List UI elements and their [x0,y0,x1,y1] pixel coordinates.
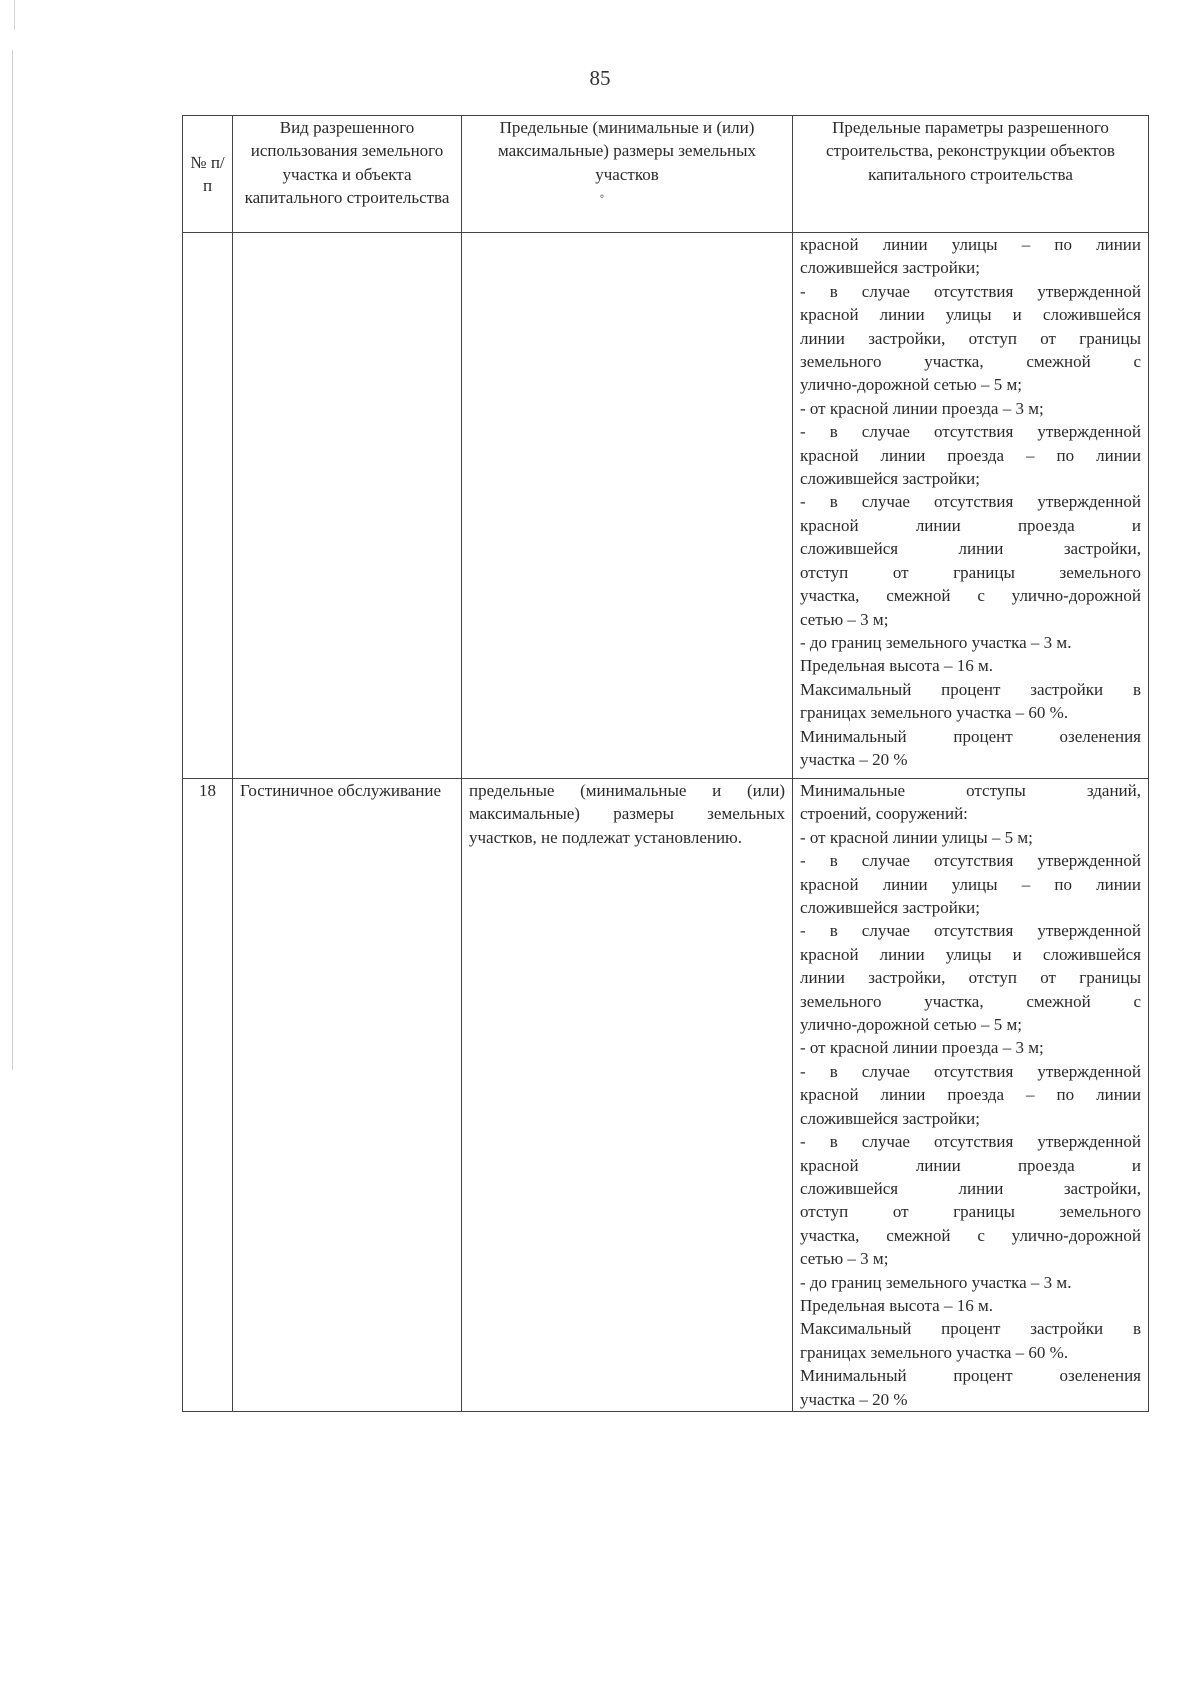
table-row [183,233,1149,779]
param-line: сетью – 3 м; [800,609,889,629]
param-line: линии застройки, отступ от границы [800,968,1141,988]
header-sizes-mark: ∘ [599,189,605,204]
header-kind [233,116,462,233]
param-line: - в случае отсутствия утвержденной [800,1061,1141,1081]
param-line: - в случае отсутствия утвержденной [800,1132,1141,1152]
param-line: линии застройки, отступ от границы [800,328,1141,348]
header-params [793,116,1149,233]
param-line: сложившейся застройки; [800,469,980,489]
param-line: отступ от границы земельного [800,562,1141,582]
row-number: 18 [183,779,233,1412]
page-number: 85 [589,66,611,90]
row-sizes [462,233,793,779]
param-line: - в случае отсутствия утвержденной [800,492,1141,512]
param-line: красной линии проезда и [800,515,1141,535]
param-line: Предельная высота – 16 м. [800,1295,993,1315]
header-number-label: № п/п [190,152,225,195]
row-params [793,779,1149,1412]
scan-edge-mark [14,0,15,30]
param-line: участка – 20 % [800,749,908,769]
row-kind: Гостиничное обслуживание [233,779,462,1412]
table-row [183,779,1149,1412]
header-sizes-label: Предельные (минимальные и (или) максимальные) размеры земельных участков [497,118,757,184]
header-sizes [462,116,793,233]
header-params-label: Предельные параметры разрешенного строительства, реконструкции объектов капитального строительства [826,118,1115,184]
param-line: земельного участка, смежной с [800,991,1141,1011]
param-line: - до границ земельного участка – 3 м. [800,632,1072,652]
param-line: красной линии проезда – по линии [800,445,1141,465]
param-line: земельного участка, смежной с [800,352,1141,372]
param-line: сетью – 3 м; [800,1249,889,1269]
param-line: - от красной линии улицы – 5 м; [800,827,1033,847]
param-line: сложившейся застройки; [800,258,980,278]
param-line: красной линии улицы и сложившейся [800,944,1141,964]
param-line: строений, сооружений: [800,804,968,824]
param-line: границах земельного участка – 60 %. [800,1342,1069,1362]
param-line: Предельная высота – 16 м. [800,656,993,676]
land-use-table [182,115,1149,1412]
param-line: Минимальные отступы зданий, [800,781,1141,800]
param-line: Минимальный процент озеленения [800,726,1141,746]
param-line: красной линии проезда и [800,1155,1141,1175]
param-line: улично-дорожной сетью – 5 м; [800,375,1022,395]
param-line: сложившейся линии застройки, [800,1178,1141,1198]
row-kind [233,233,462,779]
param-line: - до границ земельного участка – 3 м. [800,1272,1072,1292]
param-line: - в случае отсутствия утвержденной [800,422,1141,442]
param-line: Минимальный процент озеленения [800,1366,1141,1386]
row-number [183,233,233,779]
header-number [183,116,233,233]
scan-edge-line [12,50,13,1070]
param-line: красной линии улицы и сложившейся [800,305,1141,325]
param-line: участка, смежной с улично-дорожной [800,1225,1141,1245]
param-line: - от красной линии проезда – 3 м; [800,1038,1044,1058]
row-params [793,233,1149,779]
param-line: отступ от границы земельного [800,1202,1141,1222]
param-line: участка, смежной с улично-дорожной [800,586,1141,606]
param-line: - в случае отсутствия утвержденной [800,851,1141,871]
param-line: сложившейся линии застройки, [800,539,1141,559]
param-line: сложившейся застройки; [800,1108,980,1128]
header-kind-label: Вид разрешенного использования земельного участка и объекта капитального строительства [244,118,450,208]
table-header [183,116,1149,233]
param-line: - в случае отсутствия утвержденной [800,281,1141,301]
param-line: границах земельного участка – 60 %. [800,703,1069,723]
param-line: - в случае отсутствия утвержденной [800,921,1141,941]
param-line: сложившейся застройки; [800,898,980,918]
row-sizes: предельные (минимальные и (или) максимальные) размеры земельных участков, не подлежат установлению. [462,779,793,1412]
param-line: улично-дорожной сетью – 5 м; [800,1015,1022,1035]
param-line: красной линии улицы – по линии [800,235,1141,254]
param-line: - от красной линии проезда – 3 м; [800,398,1044,418]
param-line: Максимальный процент застройки в [800,1319,1141,1339]
param-line: Максимальный процент застройки в [800,679,1141,699]
param-line: красной линии улицы – по линии [800,874,1141,894]
param-line: участка – 20 % [800,1389,908,1409]
param-line: красной линии проезда – по линии [800,1085,1141,1105]
